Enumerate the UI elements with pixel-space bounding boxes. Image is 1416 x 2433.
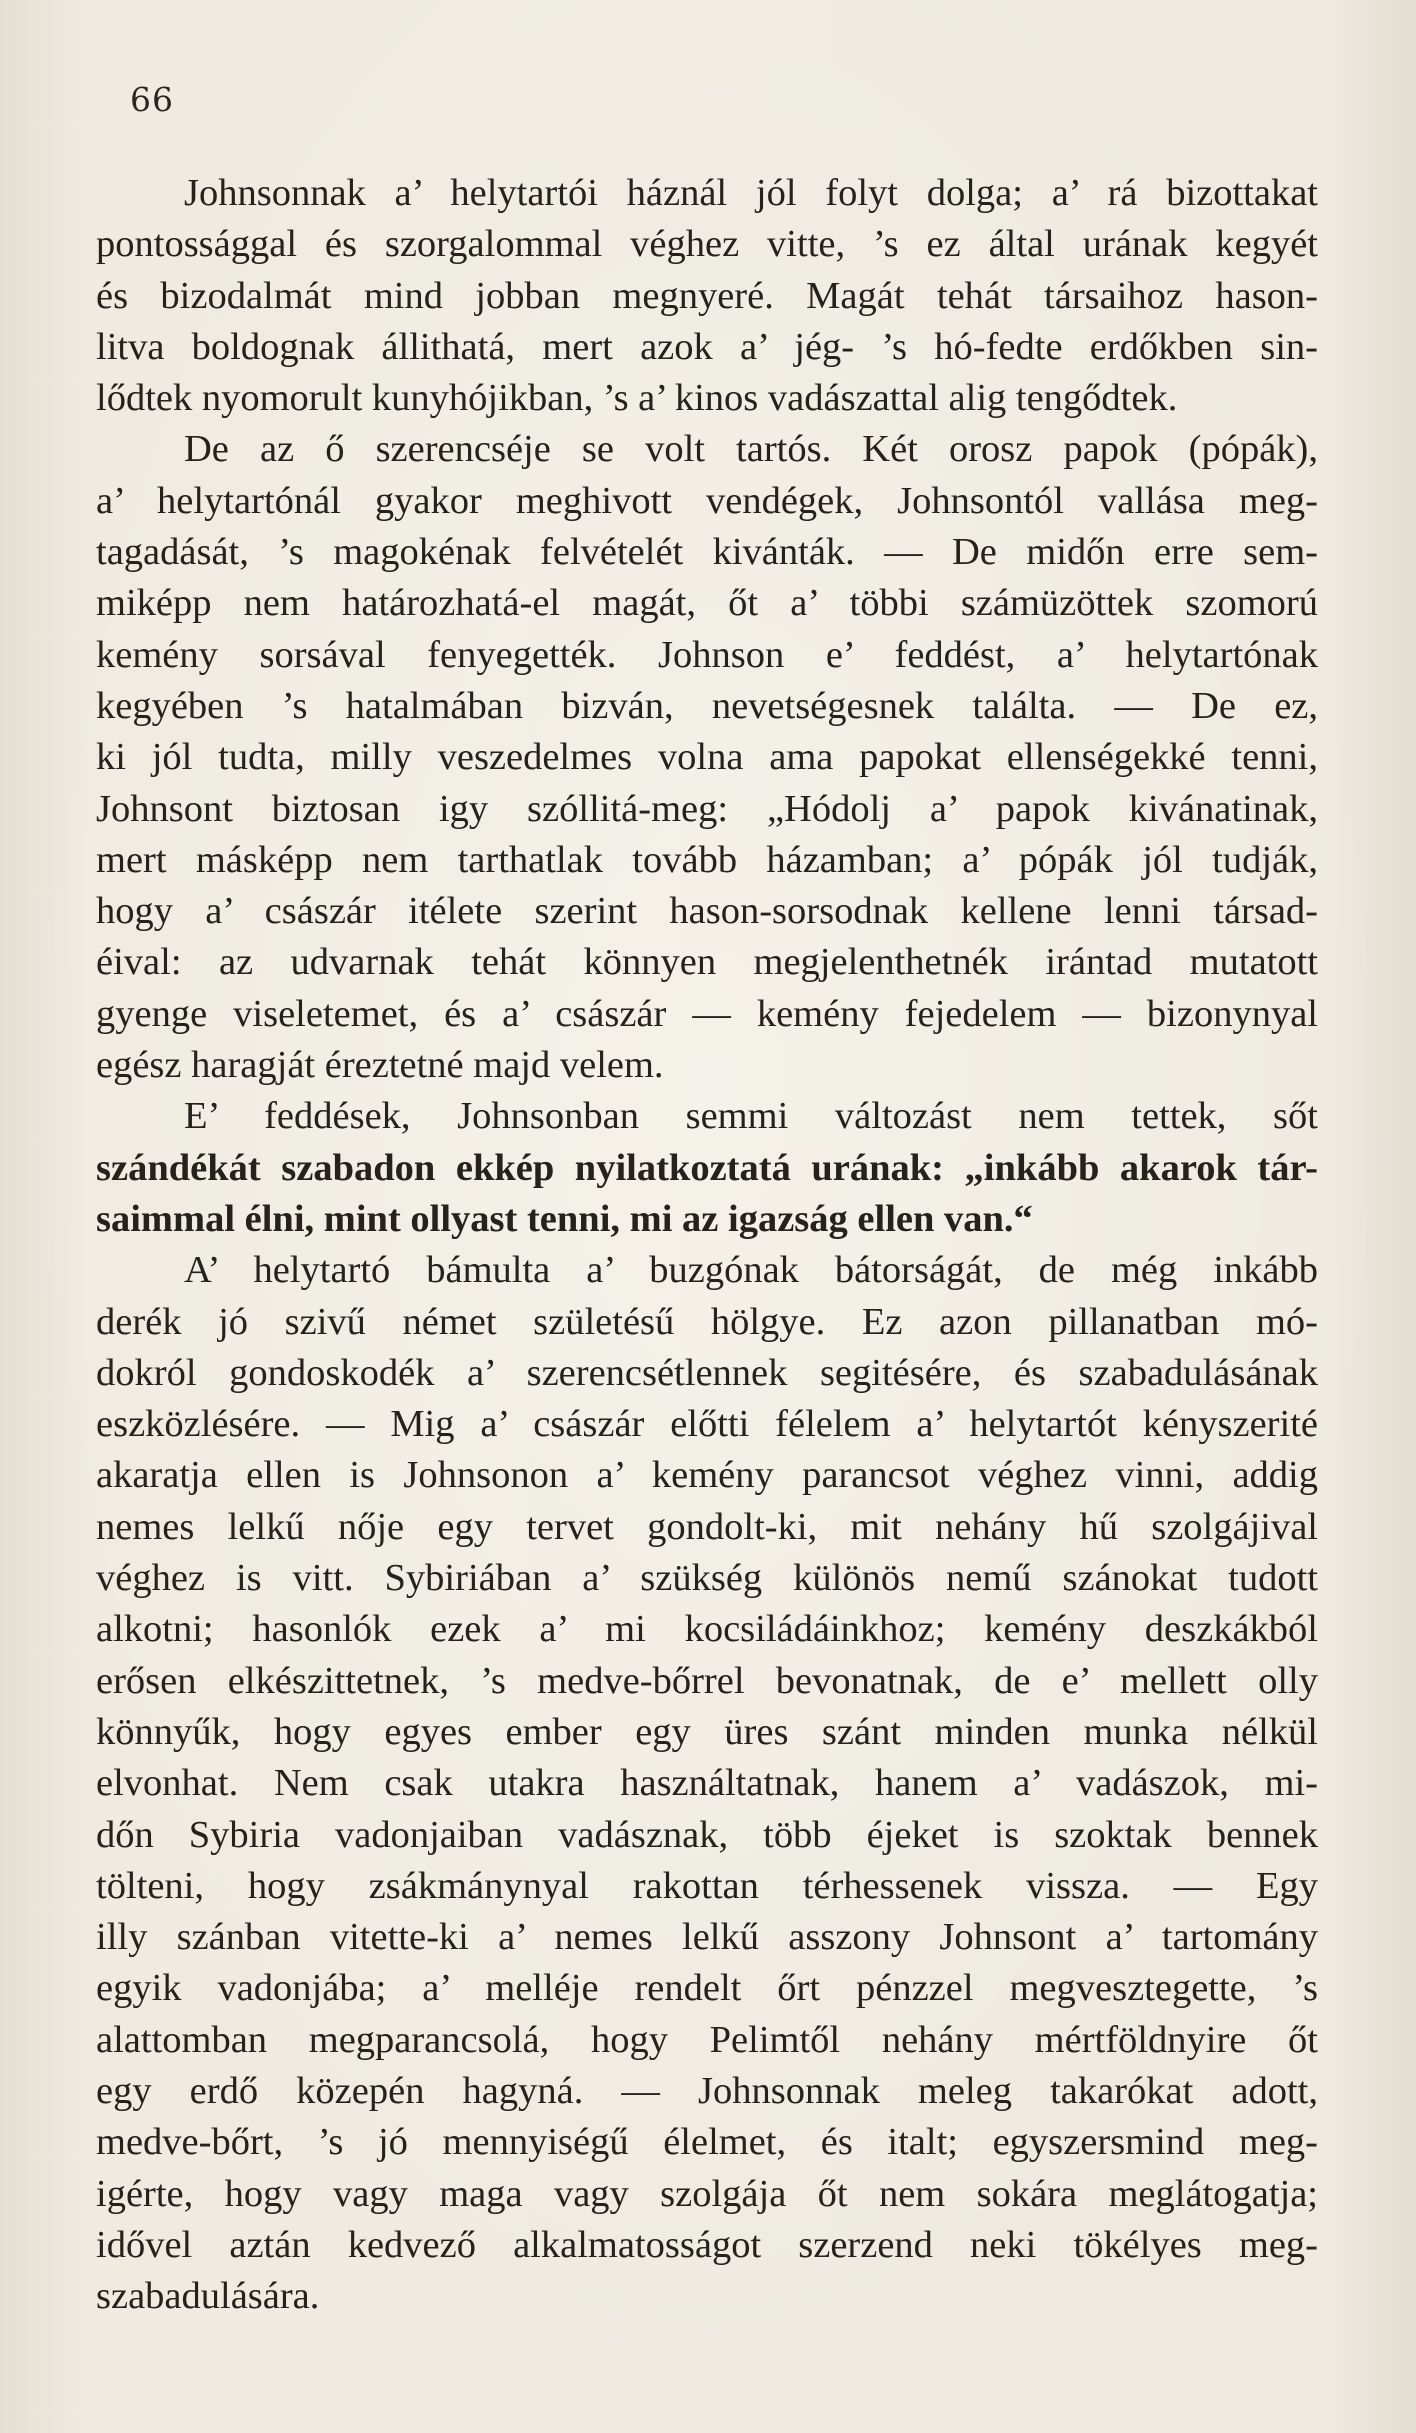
- text-line: mert másképp nem tarthatlak tovább házamban; a’ pópák jól tudják,: [96, 838, 1318, 881]
- text-line: éival: az udvarnak tehát könnyen megjelenthetnék irántad mutatott: [96, 941, 1318, 984]
- text-line: medve-bőrt, ’s jó mennyiségű élelmet, és italt; egyszersmind meg-: [96, 2121, 1318, 2164]
- text-line: miképp nem határozhatá-el magát, őt a’ többi számüzöttek szomorú: [96, 582, 1318, 625]
- text-line: Johnsont biztosan igy szóllitá-meg: „Hódolj a’ papok kivánatinak,: [96, 787, 1318, 830]
- text-line: A’ helytartó bámulta a’ buzgónak bátorságát, de még inkább: [184, 1249, 1318, 1292]
- text-line: egy erdő közepén hagyná. — Johnsonnak meleg takarókat adott,: [96, 2069, 1318, 2112]
- text-line: alkotni; hasonlók ezek a’ mi kocsiládáinkhoz; kemény deszkákból: [96, 1608, 1318, 1651]
- text-line: akaratja ellen is Johnsonon a’ kemény parancsot véghez vinni, addig: [96, 1454, 1318, 1497]
- text-line: igérte, hogy vagy maga vagy szolgája őt nem sokára meglátogatja;: [96, 2172, 1318, 2215]
- text-line: pontossággal és szorgalommal véghez vitte, ’s ez által urának kegyét: [96, 223, 1318, 266]
- text-line: szándékát szabadon ekkép nyilatkoztatá urának: „inkább akarok tár-: [96, 1146, 1318, 1189]
- text-line: egész haragját éreztetné majd velem.: [96, 1044, 664, 1087]
- text-line: Johnsonnak a’ helytartói háznál jól folyt dolga; a’ rá bizottakat: [184, 172, 1318, 214]
- text-line: tagadását, ’s magokénak felvételét kivánták. — De midőn erre sem-: [96, 531, 1318, 574]
- text-line: tölteni, hogy zsákmánynyal rakottan térhessenek vissza. — Egy: [96, 1864, 1318, 1907]
- text-line: erősen elkészittetnek, ’s medve-bőrrel bevonatnak, de e’ mellett olly: [96, 1659, 1318, 1702]
- text-line: szabadulására.: [96, 2275, 320, 2318]
- text-line: és bizodalmát mind jobban megnyeré. Magát tehát társaihoz hason-: [96, 274, 1318, 317]
- text-line: kemény sorsával fenyegették. Johnson e’ feddést, a’ helytartónak: [96, 633, 1318, 676]
- text-line: alattomban megparancsolá, hogy Pelimtől nehány mértföldnyire őt: [96, 2018, 1318, 2061]
- text-line: idővel aztán kedvező alkalmatosságot szerzend neki tökélyes meg-: [96, 2223, 1318, 2266]
- text-line: De az ő szerencséje se volt tartós. Két orosz papok (pópák),: [184, 428, 1318, 471]
- text-line: dőn Sybiria vadonjaiban vadásznak, több éjeket is szoktak bennek: [96, 1813, 1318, 1856]
- text-line: saimmal élni, mint ollyast tenni, mi az igazság ellen van.“: [96, 1197, 1033, 1240]
- text-line: elvonhat. Nem csak utakra használtatnak, hanem a’ vadászok, mi-: [96, 1762, 1318, 1805]
- text-line: E’ feddések, Johnsonban semmi változást nem tettek, sőt: [184, 1095, 1318, 1138]
- text-line: a’ helytartónál gyakor meghivott vendégek, Johnsontól vallása meg-: [96, 479, 1318, 522]
- text-line: véghez is vitt. Sybiriában a’ szükség különös nemű szánokat tudott: [96, 1557, 1318, 1600]
- text-line: hogy a’ császár itélete szerint hason-sorsodnak kellene lenni társad-: [96, 890, 1318, 933]
- text-line: litva boldognak állithatá, mert azok a’ jég- ’s hó-fedte erdőkben sin-: [96, 325, 1318, 368]
- text-line: kegyében ’s hatalmában bizván, nevetségesnek találta. — De ez,: [96, 684, 1318, 727]
- text-line: eszközlésére. — Mig a’ császár előtti félelem a’ helytartót kényszerité: [96, 1403, 1318, 1446]
- text-line: ki jól tudta, milly veszedelmes volna ama papokat ellenségekké tenni,: [96, 736, 1318, 779]
- text-line: derék jó szivű német születésű hölgye. Ez azon pillanatban mó-: [96, 1300, 1318, 1343]
- text-line: nemes lelkű nője egy tervet gondolt-ki, mit nehány hű szolgájival: [96, 1505, 1318, 1548]
- text-line: dokról gondoskodék a’ szerencsétlennek segitésére, és szabadulásának: [96, 1351, 1318, 1394]
- text-line: könnyűk, hogy egyes ember egy üres szánt minden munka nélkül: [96, 1710, 1318, 1753]
- text-line: gyenge viseletemet, és a’ császár — kemény fejedelem — bizonynyal: [96, 992, 1318, 1035]
- page-number: 66: [130, 80, 174, 119]
- text-line: lődtek nyomorult kunyhójikban, ’s a’ kinos vadászattal alig tengődtek.: [96, 377, 1178, 420]
- body-text: [96, 168, 1318, 2322]
- text-line: egyik vadonjába; a’ melléje rendelt őrt pénzzel megvesztegette, ’s: [96, 1967, 1318, 2010]
- text-line: illy szánban vitette-ki a’ nemes lelkű asszony Johnsont a’ tartomány: [96, 1916, 1318, 1959]
